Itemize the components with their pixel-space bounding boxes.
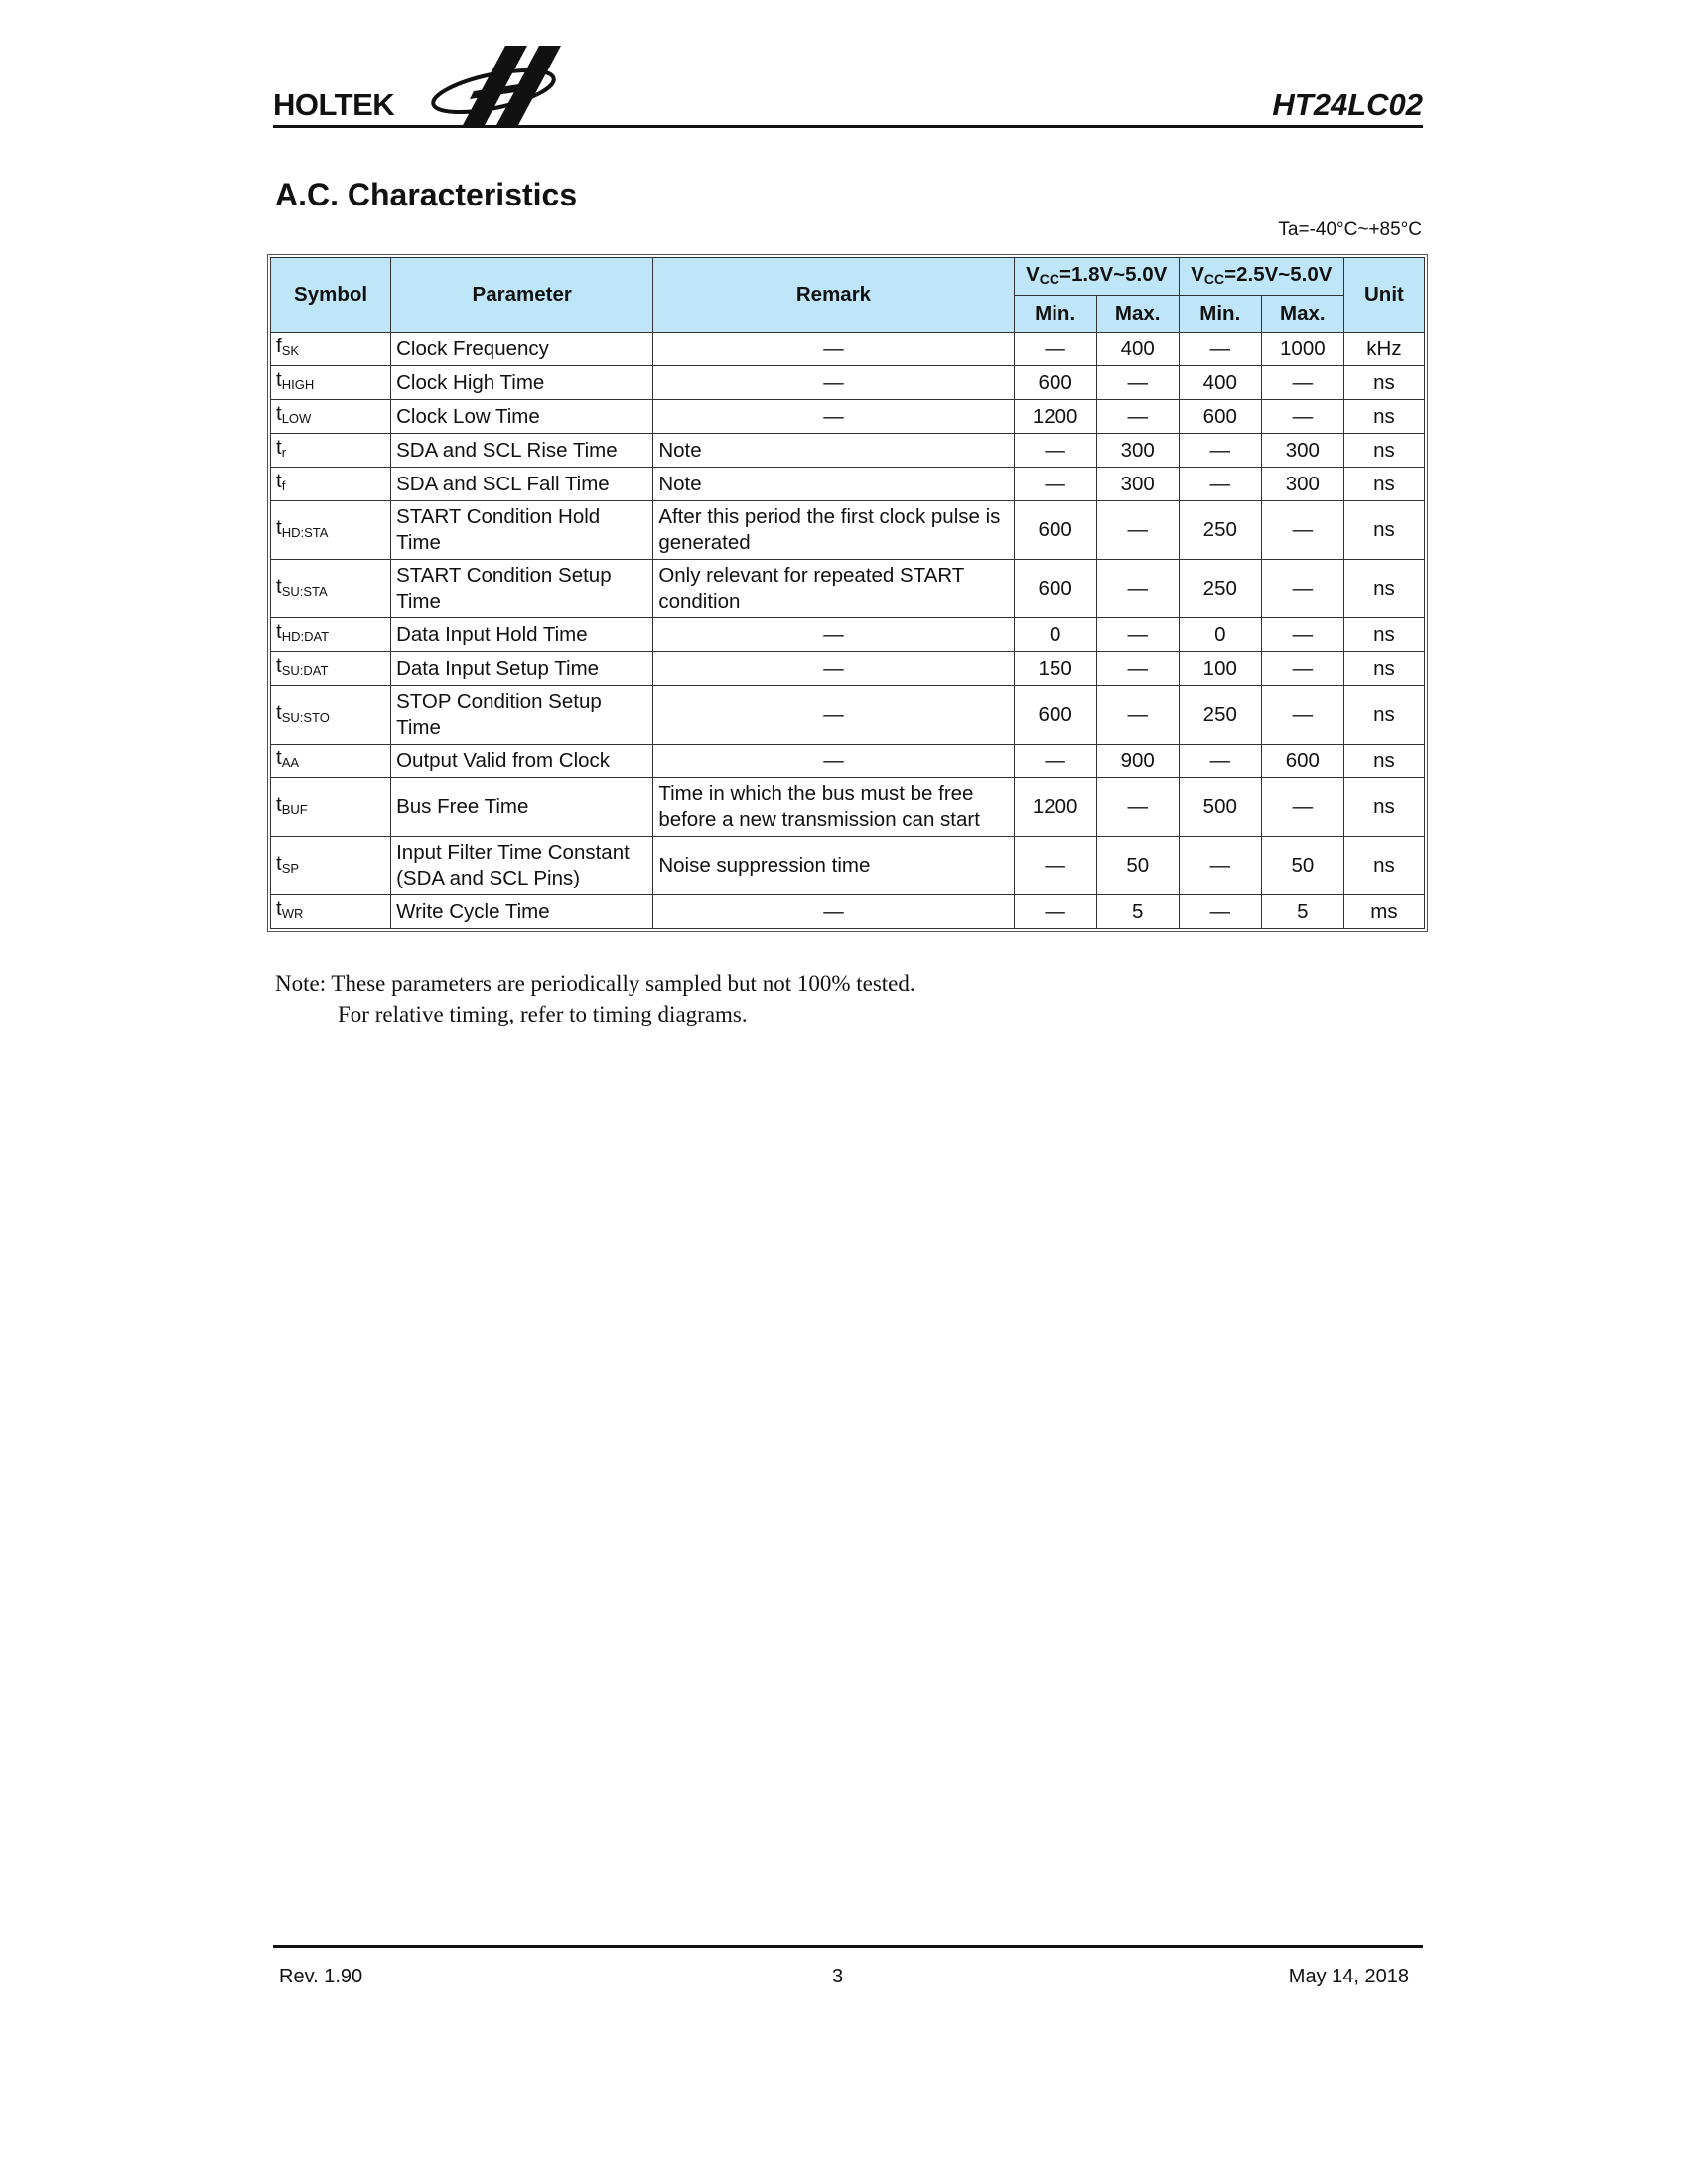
table-row (271, 778, 1425, 837)
cell-min-vcc2: 400 (1179, 366, 1261, 400)
cell-max-vcc2: — (1261, 778, 1343, 837)
cell-max-vcc2: 5 (1261, 895, 1343, 929)
cell-unit: ns (1343, 837, 1424, 895)
cell-max-vcc2: 600 (1261, 745, 1343, 778)
cell-remark: After this period the first clock pulse is generated (653, 501, 1014, 560)
cell-remark: — (653, 366, 1014, 400)
cell-remark: — (653, 895, 1014, 929)
cell-max-vcc1: 900 (1096, 745, 1179, 778)
note-line-2: For relative timing, refer to timing diagrams. (338, 1002, 748, 1026)
cell-max-vcc1: — (1096, 400, 1179, 434)
cell-max-vcc1: 50 (1096, 837, 1179, 895)
cell-symbol: $t_{HIGH}$ (271, 366, 391, 400)
header-min: Min. (1179, 296, 1261, 333)
header-vcc-2: VCC=2.5V~5.0V (1179, 258, 1343, 296)
cell-min-vcc2: — (1179, 468, 1261, 501)
cell-min-vcc1: — (1014, 837, 1096, 895)
cell-parameter: Input Filter Time Constant (SDA and SCL Pins) (391, 837, 653, 895)
cell-symbol: $t_{SU:STA}$ (271, 560, 391, 618)
cell-max-vcc2: — (1261, 400, 1343, 434)
footer-divider (273, 1945, 1423, 1948)
cell-min-vcc2: 250 (1179, 560, 1261, 618)
cell-remark: Time in which the bus must be free before a new transmission can start (653, 778, 1014, 837)
cell-remark: — (653, 745, 1014, 778)
table-row (271, 468, 1425, 501)
cell-min-vcc2: 100 (1179, 652, 1261, 686)
table-row (271, 837, 1425, 895)
cell-parameter: SDA and SCL Rise Time (391, 434, 653, 468)
cell-symbol: $t_{AA}$ (271, 745, 391, 778)
cell-unit: ms (1343, 895, 1424, 929)
cell-unit: ns (1343, 501, 1424, 560)
cell-min-vcc1: 600 (1014, 686, 1096, 745)
cell-unit: ns (1343, 366, 1424, 400)
footer-date: May 14, 2018 (1288, 1966, 1409, 1987)
cell-min-vcc1: 1200 (1014, 400, 1096, 434)
cell-max-vcc1: 300 (1096, 468, 1179, 501)
cell-unit: ns (1343, 468, 1424, 501)
cell-max-vcc1: — (1096, 366, 1179, 400)
cell-max-vcc1: — (1096, 618, 1179, 652)
header-unit: Unit (1343, 258, 1424, 333)
header-vcc-1: VCC=1.8V~5.0V (1014, 258, 1179, 296)
cell-symbol: $t_{SU:DAT}$ (271, 652, 391, 686)
cell-min-vcc2: — (1179, 895, 1261, 929)
cell-min-vcc2: 0 (1179, 618, 1261, 652)
cell-min-vcc1: — (1014, 333, 1096, 366)
header-divider (273, 125, 1423, 128)
cell-max-vcc1: — (1096, 778, 1179, 837)
cell-max-vcc2: — (1261, 618, 1343, 652)
cell-max-vcc1: 5 (1096, 895, 1179, 929)
cell-max-vcc1: 400 (1096, 333, 1179, 366)
cell-max-vcc1: 300 (1096, 434, 1179, 468)
cell-max-vcc2: — (1261, 560, 1343, 618)
cell-max-vcc2: 50 (1261, 837, 1343, 895)
cell-symbol: $t_{BUF}$ (271, 778, 391, 837)
table-row (271, 501, 1425, 560)
cell-unit: ns (1343, 652, 1424, 686)
cell-min-vcc1: — (1014, 468, 1096, 501)
table-row (271, 434, 1425, 468)
cell-symbol: $t_{HD:STA}$ (271, 501, 391, 560)
cell-remark: Note (653, 434, 1014, 468)
table-row (271, 400, 1425, 434)
cell-min-vcc1: — (1014, 745, 1096, 778)
holtek-logo-mark-icon (422, 42, 571, 131)
cell-min-vcc1: 1200 (1014, 778, 1096, 837)
cell-max-vcc2: — (1261, 652, 1343, 686)
cell-min-vcc2: — (1179, 837, 1261, 895)
table-row (271, 333, 1425, 366)
cell-parameter: Write Cycle Time (391, 895, 653, 929)
cell-parameter: Data Input Hold Time (391, 618, 653, 652)
cell-max-vcc2: 300 (1261, 434, 1343, 468)
note-line-1: Note: These parameters are periodically sampled but not 100% tested. (275, 971, 915, 996)
table-row (271, 618, 1425, 652)
cell-min-vcc2: — (1179, 434, 1261, 468)
cell-max-vcc2: 1000 (1261, 333, 1343, 366)
cell-unit: ns (1343, 686, 1424, 745)
cell-symbol: $t_{HD:DAT}$ (271, 618, 391, 652)
cell-remark: — (653, 652, 1014, 686)
table-row (271, 560, 1425, 618)
cell-max-vcc1: — (1096, 501, 1179, 560)
cell-remark: — (653, 400, 1014, 434)
header-max: Max. (1261, 296, 1343, 333)
cell-max-vcc1: — (1096, 560, 1179, 618)
table-body (271, 333, 1425, 929)
table-row (271, 686, 1425, 745)
cell-parameter: Clock High Time (391, 366, 653, 400)
cell-parameter: Output Valid from Clock (391, 745, 653, 778)
cell-min-vcc1: 600 (1014, 501, 1096, 560)
cell-parameter: Data Input Setup Time (391, 652, 653, 686)
cell-unit: kHz (1343, 333, 1424, 366)
cell-unit: ns (1343, 434, 1424, 468)
cell-min-vcc2: 250 (1179, 686, 1261, 745)
cell-symbol: $f_{SK}$ (271, 333, 391, 366)
cell-min-vcc2: — (1179, 333, 1261, 366)
cell-min-vcc2: — (1179, 745, 1261, 778)
cell-parameter: Clock Low Time (391, 400, 653, 434)
table-row (271, 652, 1425, 686)
cell-min-vcc1: 600 (1014, 366, 1096, 400)
cell-min-vcc2: 250 (1179, 501, 1261, 560)
table-row (271, 366, 1425, 400)
table-note (275, 968, 915, 1029)
header-min: Min. (1014, 296, 1096, 333)
cell-min-vcc1: 600 (1014, 560, 1096, 618)
page-header (273, 38, 1423, 129)
cell-symbol: $t_{LOW}$ (271, 400, 391, 434)
cell-remark: Note (653, 468, 1014, 501)
cell-remark: — (653, 686, 1014, 745)
part-number: HT24LC02 (1272, 87, 1423, 122)
cell-unit: ns (1343, 778, 1424, 837)
cell-min-vcc1: — (1014, 434, 1096, 468)
cell-parameter: START Condition Hold Time (391, 501, 653, 560)
header-max: Max. (1096, 296, 1179, 333)
cell-max-vcc1: — (1096, 652, 1179, 686)
cell-unit: ns (1343, 618, 1424, 652)
cell-unit: ns (1343, 400, 1424, 434)
cell-max-vcc2: 300 (1261, 468, 1343, 501)
cell-symbol: $t_{SP}$ (271, 837, 391, 895)
ac-characteristics-table (270, 257, 1425, 929)
cell-parameter: Bus Free Time (391, 778, 653, 837)
cell-remark: Only relevant for repeated START condition (653, 560, 1014, 618)
logo-text: HOLTEK (273, 87, 395, 122)
cell-symbol: $t_f$ (271, 468, 391, 501)
cell-symbol: $t_r$ (271, 434, 391, 468)
holtek-logo (273, 38, 571, 127)
cell-max-vcc2: — (1261, 501, 1343, 560)
cell-remark: Noise suppression time (653, 837, 1014, 895)
cell-symbol: $t_{WR}$ (271, 895, 391, 929)
cell-min-vcc1: 150 (1014, 652, 1096, 686)
cell-remark: — (653, 333, 1014, 366)
cell-symbol: $t_{SU:STO}$ (271, 686, 391, 745)
header-parameter: Parameter (391, 258, 653, 333)
cell-min-vcc1: 0 (1014, 618, 1096, 652)
table-row (271, 895, 1425, 929)
cell-unit: ns (1343, 560, 1424, 618)
cell-min-vcc2: 600 (1179, 400, 1261, 434)
cell-parameter: SDA and SCL Fall Time (391, 468, 653, 501)
cell-unit: ns (1343, 745, 1424, 778)
ac-characteristics-table-frame (267, 254, 1428, 932)
header-symbol: Symbol (271, 258, 391, 333)
cell-max-vcc2: — (1261, 366, 1343, 400)
footer-page-number: 3 (832, 1966, 844, 1987)
cell-max-vcc1: — (1096, 686, 1179, 745)
table-row (271, 745, 1425, 778)
cell-max-vcc2: — (1261, 686, 1343, 745)
cell-min-vcc1: — (1014, 895, 1096, 929)
cell-parameter: Clock Frequency (391, 333, 653, 366)
section-title: A.C. Characteristics (275, 177, 578, 212)
cell-parameter: STOP Condition Setup Time (391, 686, 653, 745)
cell-min-vcc2: 500 (1179, 778, 1261, 837)
temperature-condition: Ta=-40°C~+85°C (1278, 219, 1422, 240)
cell-parameter: START Condition Setup Time (391, 560, 653, 618)
footer-revision: Rev. 1.90 (279, 1966, 363, 1987)
cell-remark: — (653, 618, 1014, 652)
header-remark: Remark (653, 258, 1014, 333)
